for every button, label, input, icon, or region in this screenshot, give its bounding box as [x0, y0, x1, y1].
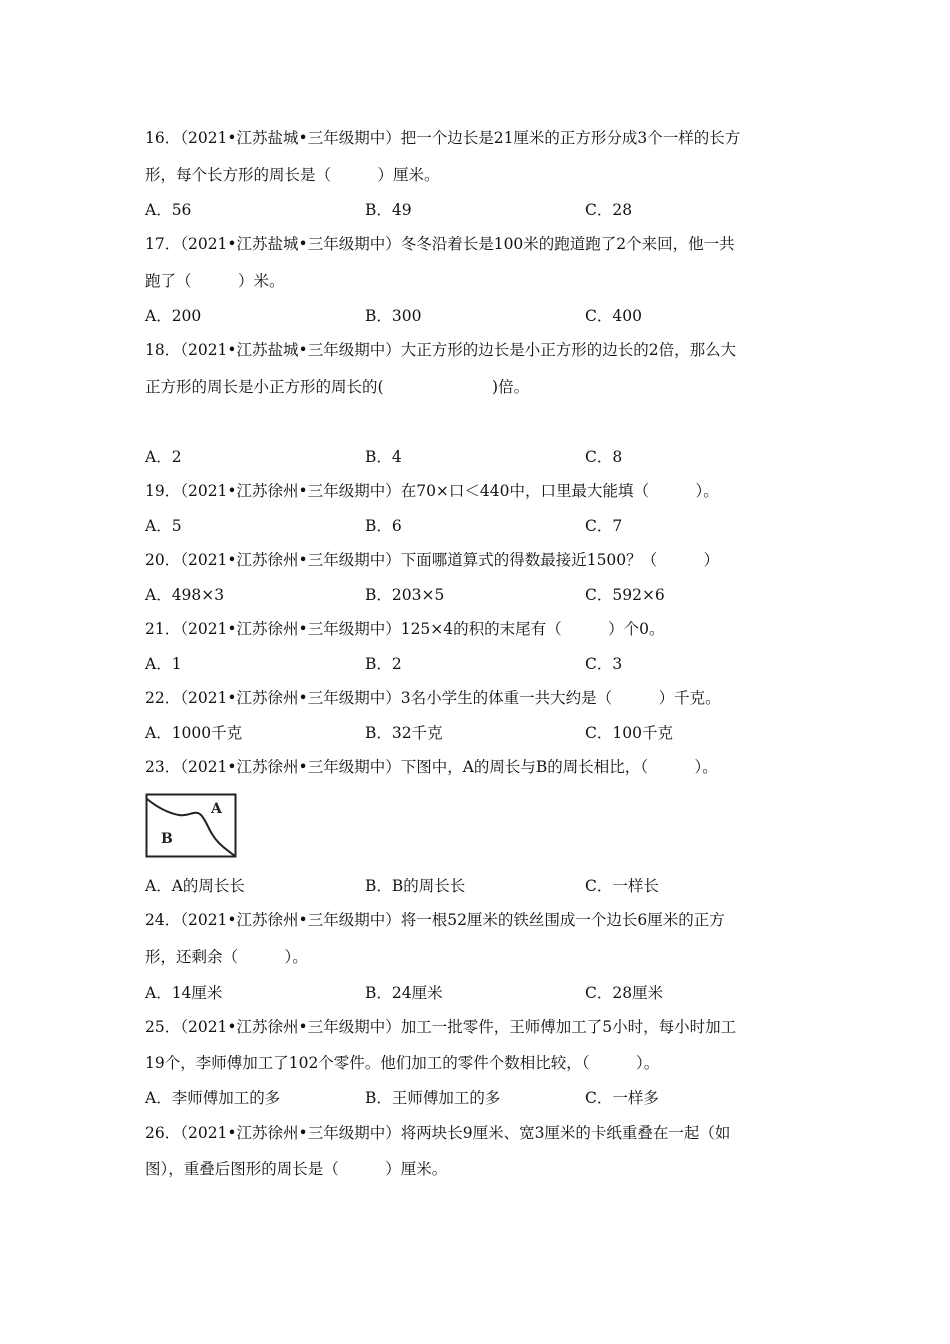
q18-line-1: 18．（2021•江苏盐城•三年级期中）大正方形的边长是小正方形的边长的2倍，那么大 [145, 341, 737, 359]
q16-line-1: 16．（2021•江苏盐城•三年级期中）把一个边长是21厘米的正方形分成3个一样的长方 [145, 129, 741, 147]
q26-line-2: 图），重叠后图形的周长是（ ）厘米。 [145, 1160, 448, 1178]
q23-option-b: B．B的周长长 [365, 877, 466, 895]
q17-option-b: B．300 [365, 307, 422, 325]
q23-figure-label-a: A [211, 801, 222, 817]
q24-option-c: C．28厘米 [585, 984, 664, 1002]
q20-line-1: 20．（2021•江苏徐州•三年级期中）下面哪道算式的得数最接近1500？（ ） [145, 551, 720, 569]
q19-option-a: A．5 [145, 517, 182, 535]
q16-option-a: A．56 [145, 201, 192, 219]
q17-option-a: A．200 [145, 307, 202, 325]
q17-line-2: 跑了（ ）米。 [145, 272, 285, 290]
q17-option-c: C．400 [585, 307, 642, 325]
q21-line-1: 21．（2021•江苏徐州•三年级期中）125×4的积的末尾有（ ）个0。 [145, 620, 665, 638]
q18-option-c: C．8 [585, 448, 623, 466]
q20-option-a: A．498×3 [145, 586, 225, 604]
q24-line-2: 形，还剩余（ ）。 [145, 948, 308, 966]
q19-line-1: 19．（2021•江苏徐州•三年级期中）在70×口＜440中，口里最大能填（ ）。 [145, 482, 719, 500]
q20-option-b: B．203×5 [365, 586, 445, 604]
q19-option-c: C．7 [585, 517, 623, 535]
q22-line-1: 22．（2021•江苏徐州•三年级期中）3名小学生的体重一共大约是（ ）千克。 [145, 689, 721, 707]
q21-option-b: B．2 [365, 655, 402, 673]
q25-line-2: 19个，李师傅加工了102个零件。他们加工的零件个数相比较，（ ）。 [145, 1054, 660, 1072]
q23-figure [145, 793, 239, 859]
q16-option-c: C．28 [585, 201, 633, 219]
q23-figure-label-b: B [161, 831, 173, 847]
q22-option-b: B．32千克 [365, 724, 443, 742]
q24-option-a: A．14厘米 [145, 984, 223, 1002]
q16-option-b: B．49 [365, 201, 412, 219]
q20-option-c: C．592×6 [585, 586, 665, 604]
q26-line-1: 26．（2021•江苏徐州•三年级期中）将两块长9厘米、宽3厘米的卡纸重叠在一起（如 [145, 1124, 731, 1142]
q23-option-c: C．一样长 [585, 877, 659, 895]
q23-line-1: 23．（2021•江苏徐州•三年级期中）下图中，A的周长与B的周长相比，（ ）。 [145, 758, 718, 776]
q16-line-2: 形，每个长方形的周长是（ ）厘米。 [145, 166, 440, 184]
q25-option-b: B．王师傅加工的多 [365, 1089, 501, 1107]
q21-option-a: A．1 [145, 655, 182, 673]
q22-option-c: C．100千克 [585, 724, 673, 742]
q25-option-a: A．李师傅加工的多 [145, 1089, 281, 1107]
q23-option-a: A．A的周长长 [145, 877, 245, 895]
q17-line-1: 17．（2021•江苏盐城•三年级期中）冬冬沿着长是100米的跑道跑了2个来回，他一共 [145, 235, 735, 253]
q18-line-2: 正方形的周长是小正方形的周长的( )倍。 [145, 378, 530, 396]
q24-option-b: B．24厘米 [365, 984, 443, 1002]
q21-option-c: C．3 [585, 655, 623, 673]
q22-option-a: A．1000千克 [145, 724, 243, 742]
q19-option-b: B．6 [365, 517, 402, 535]
q18-option-b: B．4 [365, 448, 402, 466]
q18-option-a: A．2 [145, 448, 182, 466]
q25-line-1: 25．（2021•江苏徐州•三年级期中）加工一批零件，王师傅加工了5小时，每小时加工 [145, 1018, 737, 1036]
q25-option-c: C．一样多 [585, 1089, 659, 1107]
q24-line-1: 24．（2021•江苏徐州•三年级期中）将一根52厘米的铁丝围成一个边长6厘米的正方 [145, 911, 725, 929]
